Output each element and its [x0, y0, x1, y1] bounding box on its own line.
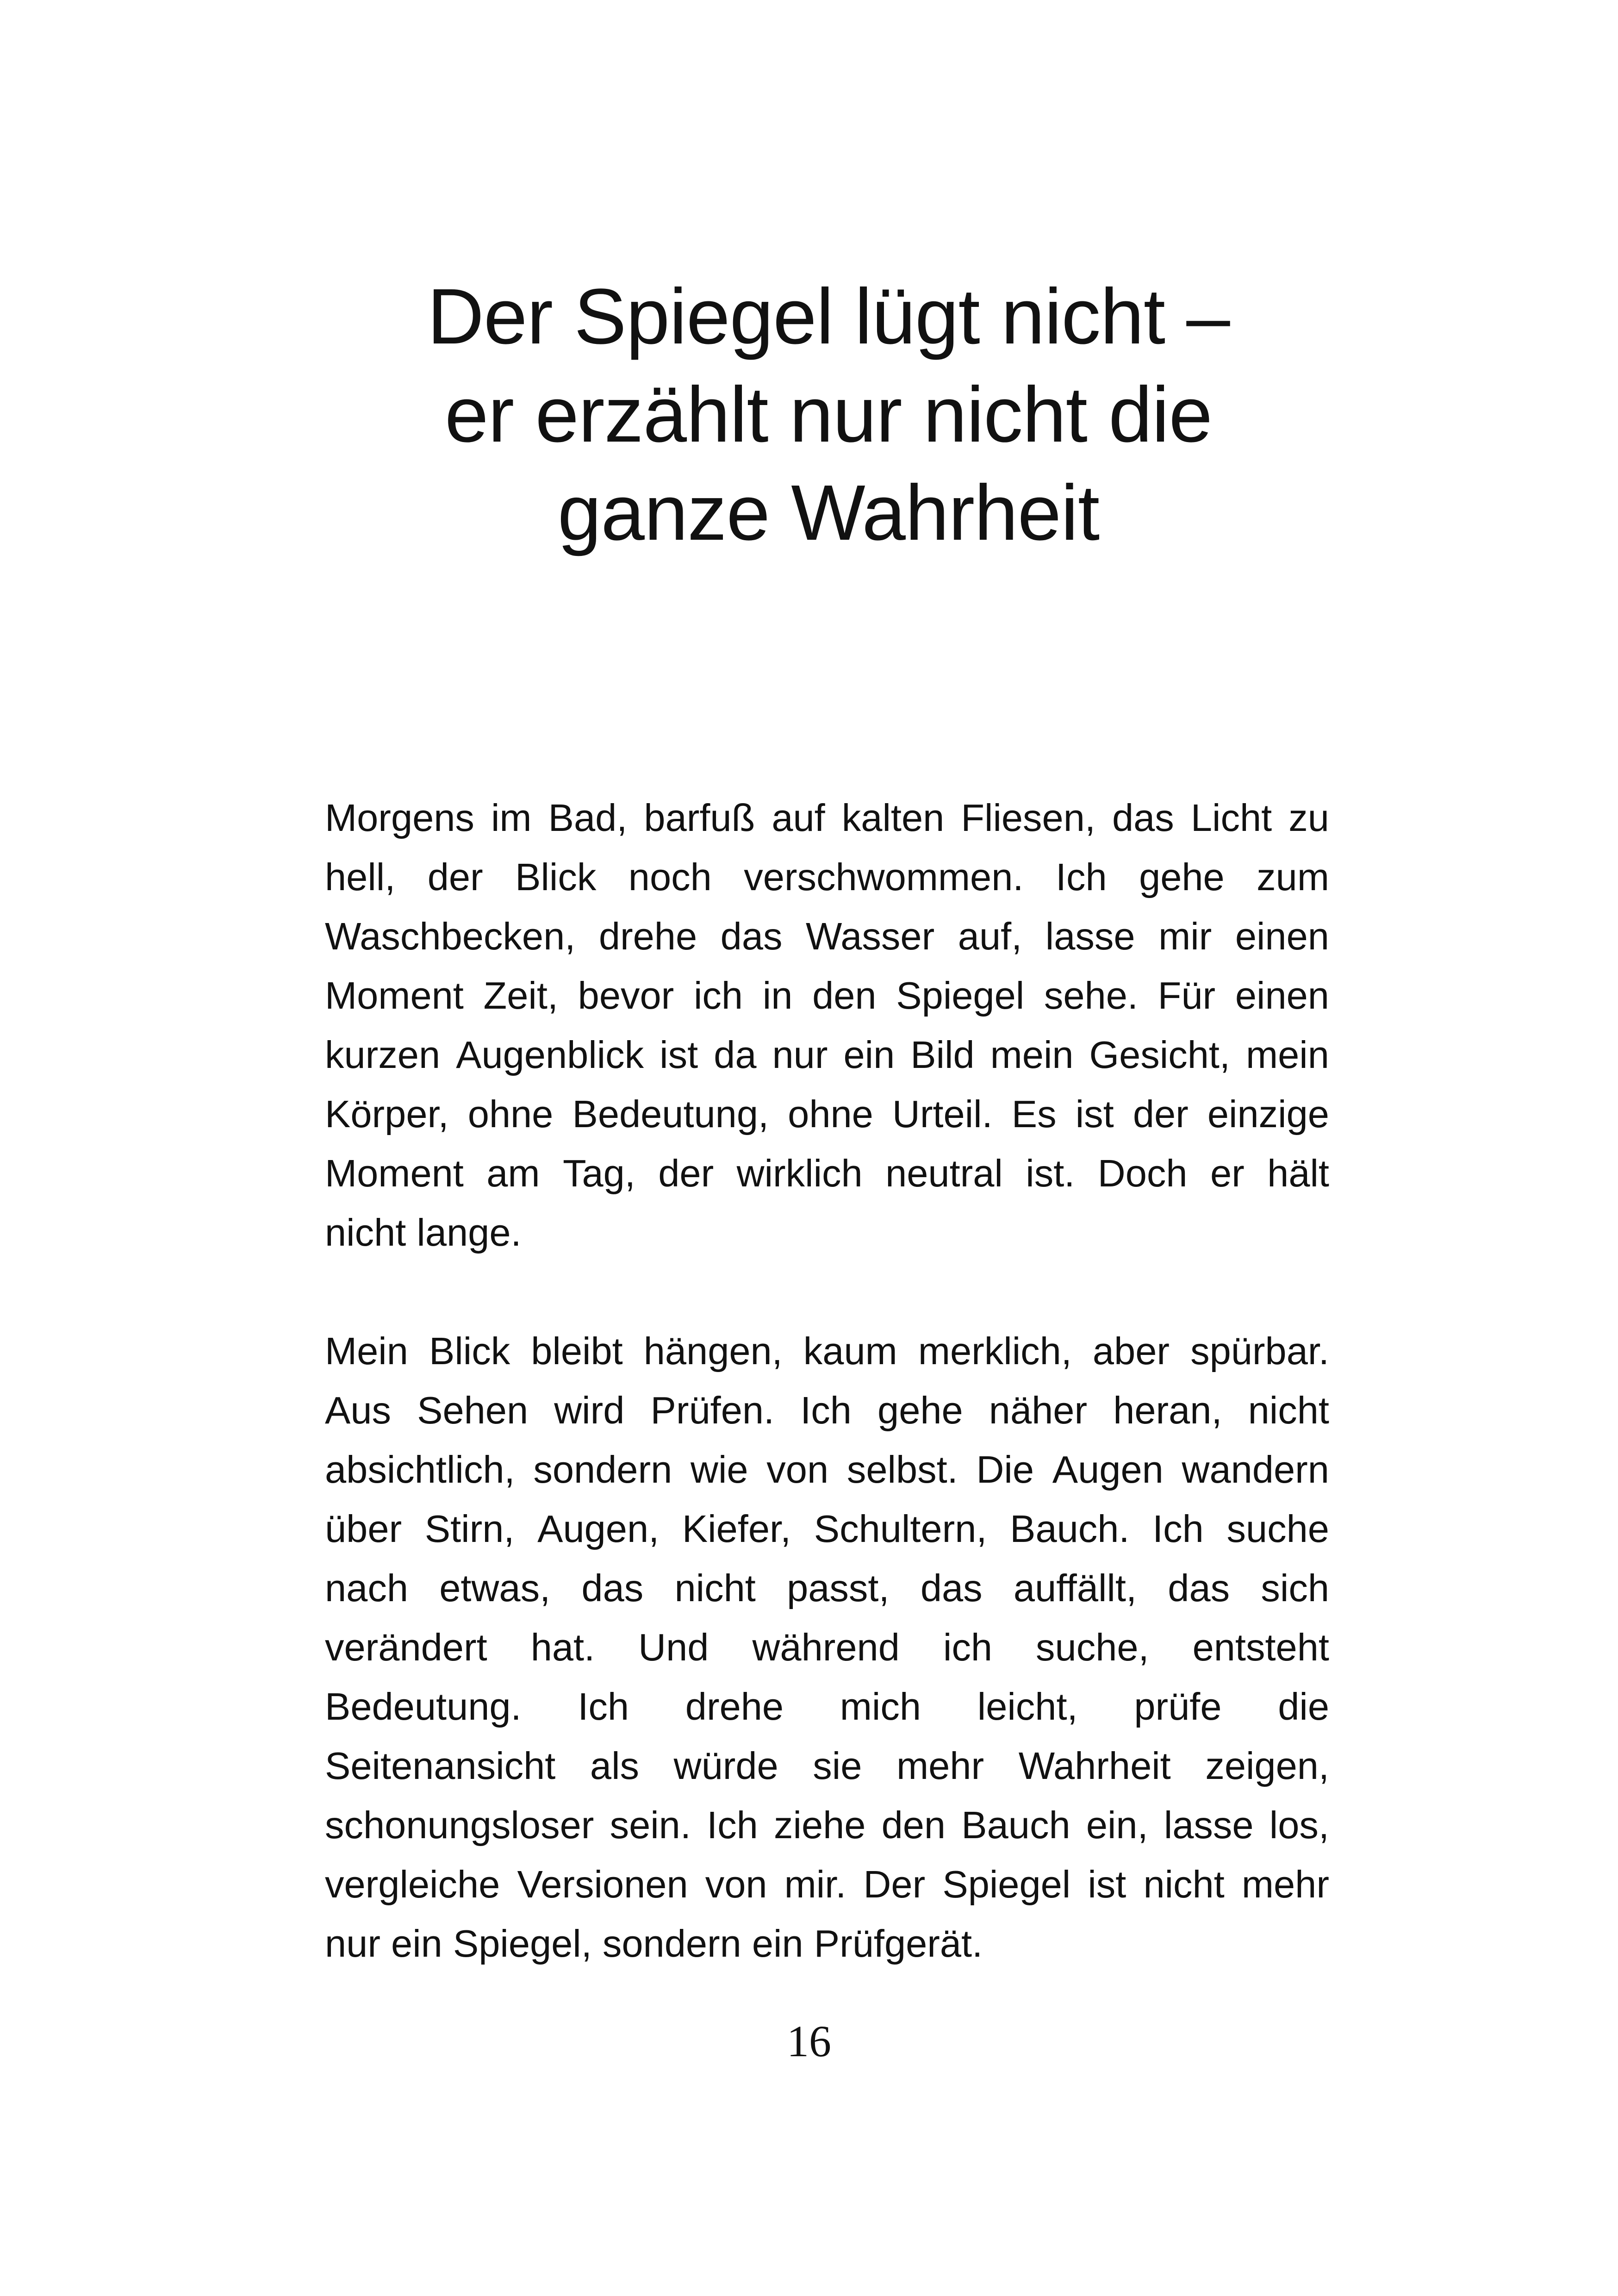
word: als [590, 1744, 640, 1787]
text-line [325, 1499, 1329, 1559]
word: mir. [784, 1863, 846, 1906]
word: auffällt, [1013, 1566, 1137, 1610]
word: prüfe [1134, 1685, 1222, 1728]
text-line [325, 907, 1329, 966]
word: nur [772, 1033, 828, 1076]
word: Mein [325, 1329, 408, 1373]
word: Spiegel [896, 974, 1025, 1017]
word: Morgens [325, 796, 474, 839]
word: Wasser [806, 915, 935, 958]
word: ziehe [774, 1803, 866, 1847]
word: barfuß [644, 796, 755, 839]
word: sich [1261, 1566, 1329, 1610]
word: Doch [1097, 1152, 1188, 1195]
word: Körper, [325, 1092, 449, 1136]
word: einzige [1207, 1092, 1329, 1136]
word: Stirn, [424, 1507, 515, 1550]
word: Ich [800, 1389, 852, 1432]
word: zu [1288, 796, 1329, 839]
word: Ich [707, 1803, 758, 1847]
word: den [812, 974, 877, 1017]
text-line [325, 848, 1329, 907]
word: Ich [1055, 855, 1107, 898]
word: nach [325, 1566, 408, 1610]
word: sehe. [1044, 974, 1138, 1017]
word: Versionen [517, 1863, 688, 1906]
word: Wahrheit [1018, 1744, 1171, 1787]
word: Sehen [417, 1389, 529, 1432]
word: hell, [325, 855, 396, 898]
word: bevor [578, 974, 674, 1017]
word: nur [325, 1922, 380, 1965]
word: ich [693, 974, 743, 1017]
word: sondern [602, 1922, 741, 1965]
text-line [325, 966, 1329, 1025]
word: noch [628, 855, 712, 898]
text-line [325, 1559, 1329, 1618]
word: zum [1257, 855, 1329, 898]
word: er [1210, 1152, 1245, 1195]
word: nicht [1143, 1863, 1225, 1906]
text-line [325, 1203, 1329, 1262]
word: über [325, 1507, 402, 1550]
word: Es [1011, 1092, 1057, 1136]
word: gehe [877, 1389, 963, 1432]
word: Urteil. [892, 1092, 993, 1136]
word: etwas, [439, 1566, 551, 1610]
word: Bad, [548, 796, 628, 839]
word: Augen, [537, 1507, 660, 1550]
word: Ich [1152, 1507, 1204, 1550]
word: lasse [1045, 915, 1135, 958]
word: das [1112, 796, 1174, 839]
word: leicht, [977, 1685, 1078, 1728]
word: hat. [530, 1626, 595, 1669]
word: Tag, [562, 1152, 635, 1195]
word: ist. [1026, 1152, 1075, 1195]
word: Schultern, [814, 1507, 987, 1550]
word: sondern [533, 1448, 672, 1491]
word: verändert [325, 1626, 487, 1669]
word: Waschbecken, [325, 915, 576, 958]
word: ein, [1086, 1803, 1148, 1847]
word: im [491, 796, 532, 839]
chapter-title [278, 268, 1379, 562]
text-line [325, 788, 1329, 848]
word: gehe [1139, 855, 1225, 898]
word: Fliesen, [961, 796, 1095, 839]
word: das [1168, 1566, 1230, 1610]
word: ist [1088, 1863, 1126, 1906]
word: Der [863, 1863, 926, 1906]
word: hält [1267, 1152, 1329, 1195]
word: in [762, 974, 793, 1017]
word: Augenblick [456, 1033, 644, 1076]
word: ohne [467, 1092, 554, 1136]
word: ohne [788, 1092, 873, 1136]
text-line [325, 1322, 1329, 1381]
word: wird [554, 1389, 625, 1432]
word: Bedeutung. [325, 1685, 522, 1728]
word: am [486, 1152, 540, 1195]
text-line [325, 1618, 1329, 1677]
word: einen [1235, 974, 1329, 1017]
word: selbst. [846, 1448, 958, 1491]
word: Kiefer, [682, 1507, 791, 1550]
word: der [658, 1152, 714, 1195]
word: mein [1246, 1033, 1329, 1076]
word: ein [391, 1922, 442, 1965]
word: mir [1158, 915, 1212, 958]
word: wie [691, 1448, 748, 1491]
word: das [720, 915, 783, 958]
word: Blick [515, 855, 597, 898]
word: Bauch [961, 1803, 1070, 1847]
word: Prüfgerät. [814, 1922, 983, 1965]
word: Augen [1052, 1448, 1164, 1491]
word: heran, [1113, 1389, 1222, 1432]
word: auf, [958, 915, 1022, 958]
word: nicht [674, 1566, 756, 1610]
chapter-title-line: Der Spiegel lügt nicht – [427, 273, 1230, 361]
chapter-title-line: ganze Wahrheit [557, 469, 1100, 557]
text-line [325, 1085, 1329, 1144]
chapter-title-line: er erzählt nur nicht die [445, 371, 1212, 459]
word: von [705, 1863, 767, 1906]
word: suche, [1036, 1626, 1149, 1669]
word: passt, [787, 1566, 890, 1610]
text-line [325, 1677, 1329, 1736]
word: wirklich [736, 1152, 863, 1195]
word: Ich [578, 1685, 629, 1728]
word: Und [638, 1626, 709, 1669]
word: verschwommen. [744, 855, 1024, 898]
word: näher [989, 1389, 1088, 1432]
word: der [1133, 1092, 1189, 1136]
word: lange. [417, 1211, 522, 1254]
word: sie [813, 1744, 862, 1787]
word: sein. [610, 1803, 691, 1847]
word: los, [1269, 1803, 1329, 1847]
word: Spiegel, [453, 1922, 592, 1965]
word: vergleiche [325, 1863, 500, 1906]
word: einen [1235, 915, 1329, 958]
word: ich [943, 1626, 992, 1669]
word: ist [1075, 1092, 1114, 1136]
word: den [881, 1803, 946, 1847]
word: Gesicht, [1089, 1033, 1230, 1076]
word: nicht [325, 1211, 406, 1254]
word: mein [990, 1033, 1074, 1076]
word: der [427, 855, 483, 898]
word: zeigen, [1205, 1744, 1329, 1787]
word: Seitenansicht [325, 1744, 556, 1787]
word: kaum [803, 1329, 897, 1373]
word: Spiegel [942, 1863, 1071, 1906]
word: Aus [325, 1389, 392, 1432]
text-line [325, 1855, 1329, 1914]
word: Licht [1190, 796, 1272, 839]
word: ein [843, 1033, 895, 1076]
word: schonungsloser [325, 1803, 594, 1847]
word: drehe [685, 1685, 784, 1728]
word: mich [840, 1685, 921, 1728]
word: kalten [841, 796, 945, 839]
word: nicht [1248, 1389, 1329, 1432]
word: ist [660, 1033, 698, 1076]
word: das [920, 1566, 983, 1610]
word: Für [1157, 974, 1216, 1017]
word: aber [1092, 1329, 1170, 1373]
word: Bedeutung, [572, 1092, 769, 1136]
word: neutral [885, 1152, 1003, 1195]
word: wandern [1182, 1448, 1329, 1491]
text-line [325, 1796, 1329, 1855]
word: merklich, [918, 1329, 1072, 1373]
word: das [581, 1566, 644, 1610]
word: Moment [325, 974, 464, 1017]
word: mehr [1241, 1863, 1329, 1906]
word: suche [1226, 1507, 1329, 1550]
word: drehe [598, 915, 697, 958]
word: Bauch. [1010, 1507, 1130, 1550]
word: während [752, 1626, 900, 1669]
word: kurzen [325, 1033, 441, 1076]
word: entsteht [1192, 1626, 1329, 1669]
word: Zeit, [483, 974, 558, 1017]
body-text [325, 788, 1329, 1973]
paragraph [325, 1322, 1329, 1973]
word: spürbar. [1190, 1329, 1329, 1373]
text-line [325, 1025, 1329, 1085]
word: bleibt [531, 1329, 623, 1373]
word: von [766, 1448, 829, 1491]
word: hängen, [643, 1329, 783, 1373]
paragraph [325, 788, 1329, 1262]
word: die [1278, 1685, 1329, 1728]
word: lasse [1164, 1803, 1254, 1847]
word: absichtlich, [325, 1448, 515, 1491]
text-line [325, 1440, 1329, 1499]
text-line [325, 1381, 1329, 1440]
word: Die [976, 1448, 1034, 1491]
word: Bild [910, 1033, 975, 1076]
word: da [714, 1033, 757, 1076]
word: mehr [896, 1744, 984, 1787]
word: Moment [325, 1152, 464, 1195]
word: Prüfen. [650, 1389, 775, 1432]
word: würde [673, 1744, 778, 1787]
word: ein [752, 1922, 803, 1965]
text-line [325, 1736, 1329, 1796]
text-line [325, 1144, 1329, 1203]
page-number: 16 [787, 2016, 831, 2066]
text-line [325, 1914, 1329, 1973]
word: Blick [429, 1329, 510, 1373]
word: auf [772, 796, 825, 839]
